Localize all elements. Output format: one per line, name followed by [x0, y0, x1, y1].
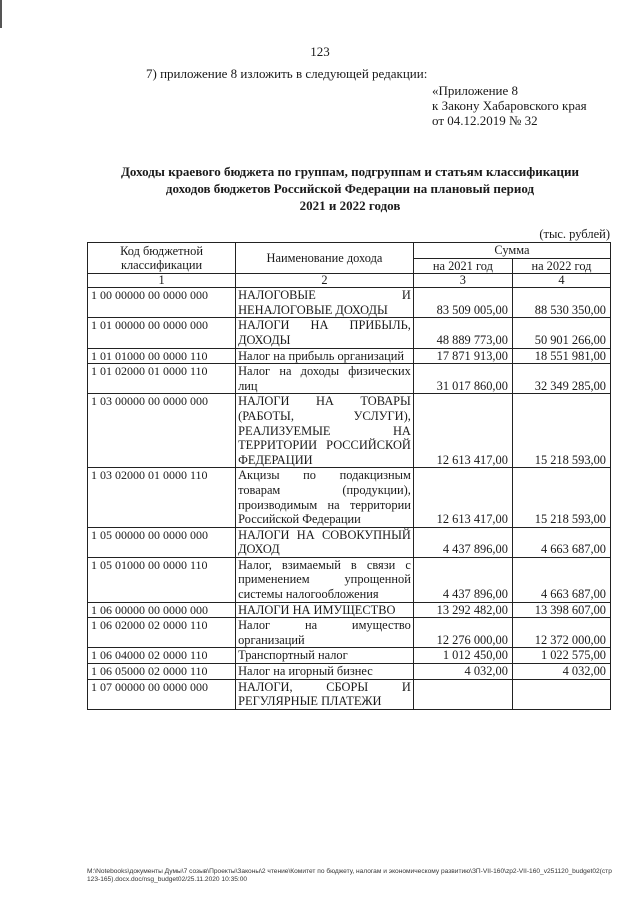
scan-margin-mark — [0, 0, 2, 28]
row-value-2022: 12 372 000,00 — [512, 618, 610, 648]
revenue-table — [87, 242, 611, 710]
table-row — [88, 364, 611, 394]
header-code: Код бюджетной классификации — [88, 243, 236, 274]
table-row — [88, 394, 611, 468]
row-value-2021: 12 613 417,00 — [413, 394, 512, 468]
row-name: НАЛОГИ НА ИМУЩЕСТВО — [236, 602, 414, 618]
column-number: 2 — [236, 274, 414, 288]
row-name: Налог, взимаемый в связи с применением упрощенной системы налогообложения — [236, 557, 414, 602]
row-code: 1 06 00000 00 0000 000 — [88, 602, 236, 618]
table-row — [88, 348, 611, 364]
header-sum: Сумма — [413, 243, 610, 259]
column-numbers-row — [88, 274, 611, 288]
row-name: Налог на доходы физических лиц — [236, 364, 414, 394]
row-name: НАЛОГОВЫЕ И НЕНАЛОГОВЫЕ ДОХОДЫ — [236, 288, 414, 318]
header-year-2021: на 2021 год — [413, 258, 512, 274]
row-code: 1 06 02000 02 0000 110 — [88, 618, 236, 648]
row-name: НАЛОГИ НА ПРИБЫЛЬ, ДОХОДЫ — [236, 318, 414, 348]
document-title — [80, 163, 620, 214]
table-row — [88, 468, 611, 527]
appendix-reference — [432, 83, 587, 128]
row-value-2022: 4 663 687,00 — [512, 527, 610, 557]
row-value-2022: 15 218 593,00 — [512, 468, 610, 527]
row-value-2021: 31 017 860,00 — [413, 364, 512, 394]
row-name: Акцизы по подакцизным товарам (продукции), производимым на территории Российской Федерации — [236, 468, 414, 527]
row-code: 1 03 02000 01 0000 110 — [88, 468, 236, 527]
table-row — [88, 679, 611, 709]
table-row — [88, 618, 611, 648]
row-value-2022: 88 530 350,00 — [512, 288, 610, 318]
intro-text: 7) приложение 8 изложить в следующей редакции: — [146, 66, 428, 81]
row-value-2022: 18 551 981,00 — [512, 348, 610, 364]
table-row — [88, 648, 611, 664]
title-line-2: доходов бюджетов Российской Федерации на плановый период — [165, 181, 535, 196]
page-number: 123 — [310, 44, 330, 59]
table-row — [88, 557, 611, 602]
row-value-2022: 15 218 593,00 — [512, 394, 610, 468]
row-value-2021: 83 509 005,00 — [413, 288, 512, 318]
file-path-footer: M:\Notebooks\документы Думы\7 созыв\Проекты\Законы\2 чтение\Комитет по бюджету, налогам и экономическому развитию\ЗП-VII-160\zp2-VII-160_v251120_budget02(стр 123-165).docx.doc/nsg_budget02/25.11.2020 10:35:00 — [87, 868, 612, 883]
units-label: (тыс. рублей) — [539, 227, 610, 241]
table-row — [88, 602, 611, 618]
row-value-2021: 4 437 896,00 — [413, 557, 512, 602]
row-name: НАЛОГИ НА СОВОКУПНЫЙ ДОХОД — [236, 527, 414, 557]
header-year-2022: на 2022 год — [512, 258, 610, 274]
row-name: Транспортный налог — [236, 648, 414, 664]
appendix-line-1: «Приложение 8 — [432, 83, 519, 98]
row-code: 1 06 05000 02 0000 110 — [88, 664, 236, 680]
row-code: 1 00 00000 00 0000 000 — [88, 288, 236, 318]
title-line-3: 2021 и 2022 годов — [299, 198, 401, 213]
row-value-2021: 12 276 000,00 — [413, 618, 512, 648]
table-row — [88, 664, 611, 680]
column-number: 3 — [413, 274, 512, 288]
table-row — [88, 318, 611, 348]
row-value-2021: 17 871 913,00 — [413, 348, 512, 364]
row-value-2022: 1 022 575,00 — [512, 648, 610, 664]
table-row — [88, 288, 611, 318]
column-number: 4 — [512, 274, 610, 288]
row-code: 1 01 02000 01 0000 110 — [88, 364, 236, 394]
row-value-2021: 48 889 773,00 — [413, 318, 512, 348]
row-value-2021: 12 613 417,00 — [413, 468, 512, 527]
row-value-2022: 4 032,00 — [512, 664, 610, 680]
row-code: 1 01 00000 00 0000 000 — [88, 318, 236, 348]
row-code: 1 03 00000 00 0000 000 — [88, 394, 236, 468]
row-value-2022 — [512, 679, 610, 709]
appendix-line-2: к Закону Хабаровского края — [432, 98, 587, 113]
row-value-2021: 4 032,00 — [413, 664, 512, 680]
title-line-1: Доходы краевого бюджета по группам, подгруппам и статьям классификации — [120, 164, 580, 179]
row-name: Налог на имущество организаций — [236, 618, 414, 648]
row-code: 1 06 04000 02 0000 110 — [88, 648, 236, 664]
row-value-2021: 13 292 482,00 — [413, 602, 512, 618]
row-value-2022: 32 349 285,00 — [512, 364, 610, 394]
row-name: НАЛОГИ НА ТОВАРЫ (РАБОТЫ, УСЛУГИ), РЕАЛИЗУЕМЫЕ НА ТЕРРИТОРИИ РОССИЙСКОЙ ФЕДЕРАЦИИ — [236, 394, 414, 468]
row-value-2022: 50 901 266,00 — [512, 318, 610, 348]
row-code: 1 05 00000 00 0000 000 — [88, 527, 236, 557]
row-value-2021: 4 437 896,00 — [413, 527, 512, 557]
row-value-2022: 4 663 687,00 — [512, 557, 610, 602]
row-value-2021: 1 012 450,00 — [413, 648, 512, 664]
header-name: Наименование дохода — [236, 243, 414, 274]
row-code: 1 01 01000 00 0000 110 — [88, 348, 236, 364]
row-value-2022: 13 398 607,00 — [512, 602, 610, 618]
appendix-line-3: от 04.12.2019 № 32 — [432, 113, 538, 128]
row-code: 1 07 00000 00 0000 000 — [88, 679, 236, 709]
row-name: Налог на прибыль организаций — [236, 348, 414, 364]
row-code: 1 05 01000 00 0000 110 — [88, 557, 236, 602]
row-name: Налог на игорный бизнес — [236, 664, 414, 680]
row-value-2021 — [413, 679, 512, 709]
column-number: 1 — [88, 274, 236, 288]
row-name: НАЛОГИ, СБОРЫ И РЕГУЛЯРНЫЕ ПЛАТЕЖИ — [236, 679, 414, 709]
table-row — [88, 527, 611, 557]
